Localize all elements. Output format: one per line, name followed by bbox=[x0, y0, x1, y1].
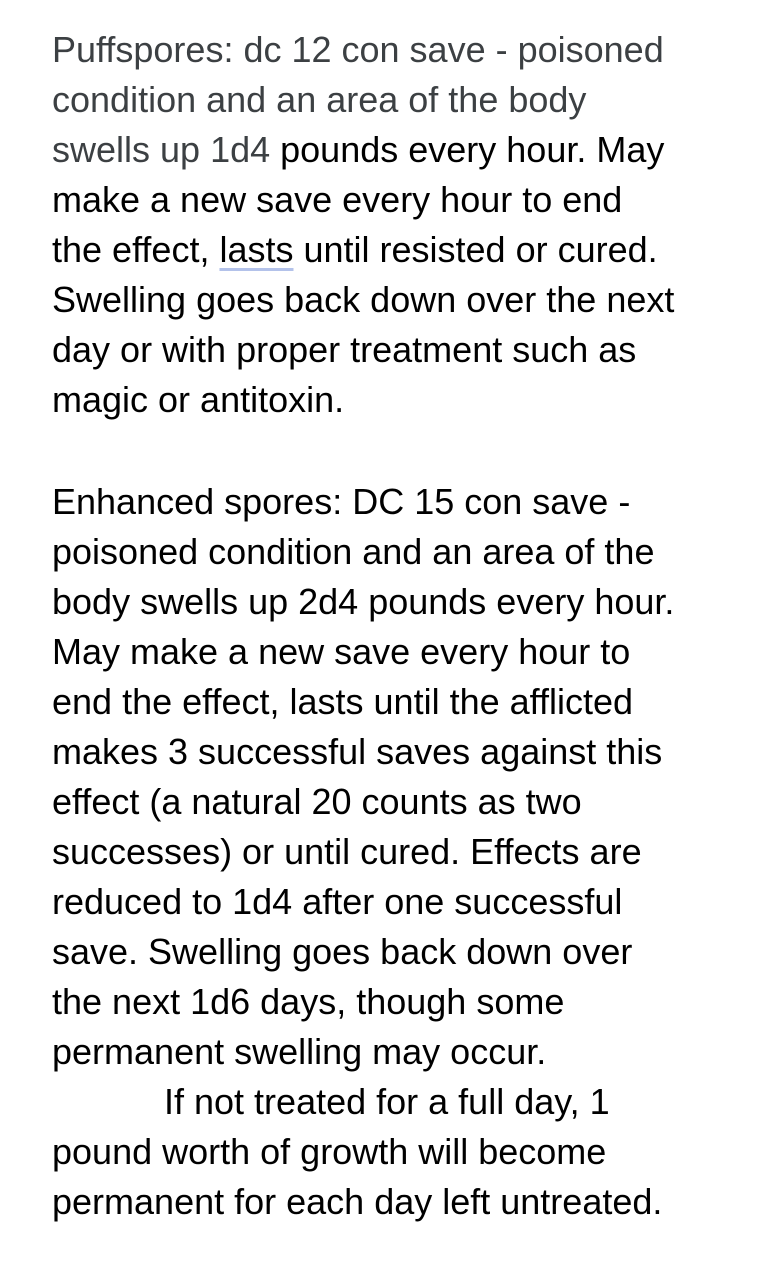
text-segment: permanent swelling may occur. bbox=[52, 1031, 547, 1072]
text-segment: May make a new save every hour to bbox=[52, 631, 631, 672]
text-segment: condition and an area of the body bbox=[52, 79, 587, 120]
text-line bbox=[52, 25, 730, 75]
text-line bbox=[52, 325, 730, 375]
text-line bbox=[52, 477, 730, 527]
text-segment: If not treated for a full day, 1 bbox=[164, 1081, 610, 1122]
text-line bbox=[52, 75, 730, 125]
text-segment: save. Swelling goes back down over bbox=[52, 931, 633, 972]
text-segment: makes 3 successful saves against this bbox=[52, 731, 663, 772]
text-line bbox=[52, 827, 730, 877]
text-segment: until resisted or cured. bbox=[293, 229, 658, 270]
text-segment: Enhanced spores: DC 15 con save - bbox=[52, 481, 631, 522]
text-line bbox=[52, 225, 730, 275]
suggestion-underlined-word[interactable]: lasts bbox=[219, 229, 294, 270]
text-line bbox=[52, 1177, 730, 1227]
text-segment: Puffspores: dc 12 con save - poisoned bbox=[52, 29, 664, 70]
text-segment: poisoned condition and an area of the bbox=[52, 531, 655, 572]
text-line bbox=[52, 577, 730, 627]
text-line bbox=[52, 175, 730, 225]
text-line bbox=[52, 527, 730, 577]
text-line bbox=[52, 927, 730, 977]
text-line bbox=[52, 627, 730, 677]
text-segment: day or with proper treatment such as bbox=[52, 329, 637, 370]
text-line bbox=[52, 677, 730, 727]
text-segment: permanent for each day left untreated. bbox=[52, 1181, 663, 1222]
text-line bbox=[52, 877, 730, 927]
paragraph-enhanced-spores bbox=[52, 477, 730, 1227]
text-segment: effect (a natural 20 counts as two bbox=[52, 781, 582, 822]
text-segment: pounds every hour. May bbox=[280, 129, 665, 170]
paragraphs bbox=[52, 25, 730, 1227]
text-line bbox=[52, 125, 730, 175]
text-segment: reduced to 1d4 after one successful bbox=[52, 881, 623, 922]
text-segment: the effect, bbox=[52, 229, 220, 270]
text-line bbox=[52, 727, 730, 777]
text-segment: pound worth of growth will become bbox=[52, 1131, 607, 1172]
text-segment: successes) or until cured. Effects are bbox=[52, 831, 642, 872]
text-segment: swells up 1d4 bbox=[52, 129, 281, 170]
text-line bbox=[52, 977, 730, 1027]
text-segment: the next 1d6 days, though some bbox=[52, 981, 565, 1022]
text-segment: body swells up 2d4 pounds every hour. bbox=[52, 581, 675, 622]
text-line bbox=[52, 777, 730, 827]
text-line bbox=[52, 375, 730, 425]
text-segment: make a new save every hour to end bbox=[52, 179, 623, 220]
text-segment: magic or antitoxin. bbox=[52, 379, 345, 420]
text-segment: end the effect, lasts until the afflicted bbox=[52, 681, 634, 722]
text-line bbox=[52, 275, 730, 325]
text-segment: Swelling goes back down over the next bbox=[52, 279, 675, 320]
text-line bbox=[52, 1127, 730, 1177]
text-line bbox=[52, 1027, 730, 1077]
text-line bbox=[52, 1077, 730, 1127]
paragraph-puffspores bbox=[52, 25, 730, 425]
